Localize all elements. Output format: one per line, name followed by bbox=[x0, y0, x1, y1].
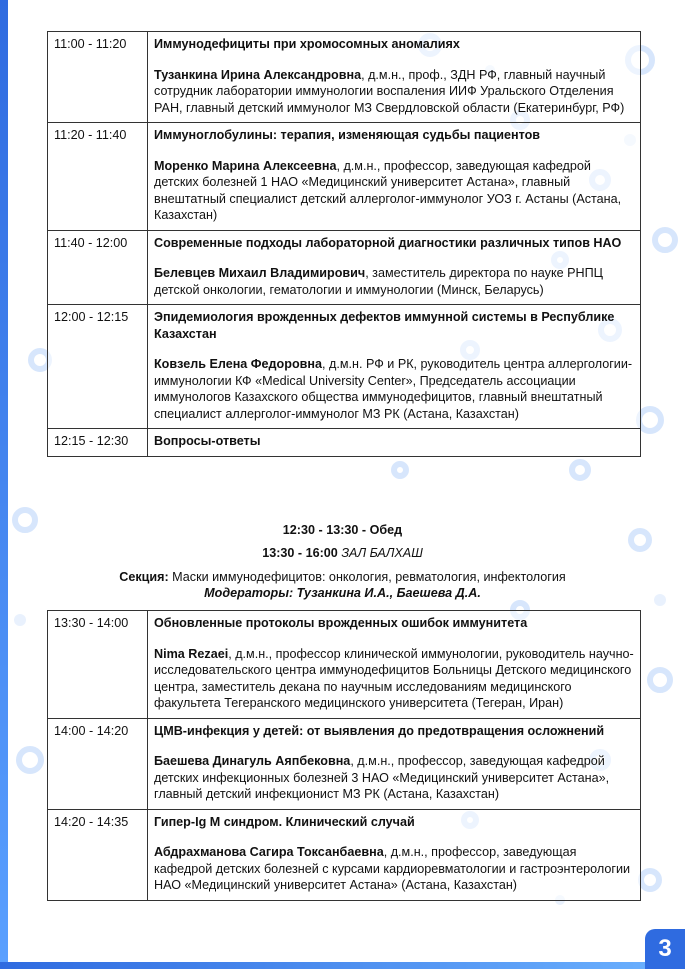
speaker-info bbox=[154, 646, 636, 712]
talk-title: Вопросы-ответы bbox=[154, 434, 261, 448]
table-row bbox=[48, 305, 641, 429]
speaker-name: Nima Rezaei bbox=[154, 646, 229, 661]
talk-title: Обновленные протоколы врожденных ошибок иммунитета bbox=[154, 616, 528, 630]
table-row bbox=[48, 718, 641, 809]
session-hall: ЗАЛ БАЛХАШ bbox=[341, 546, 423, 560]
table-row bbox=[48, 611, 641, 719]
table-row bbox=[48, 32, 641, 123]
schedule-table-morning bbox=[47, 31, 641, 457]
page-number-badge: 3 bbox=[645, 929, 685, 969]
speaker-info bbox=[154, 356, 636, 422]
talk-time: 11:20 - 11:40 bbox=[48, 123, 148, 231]
speaker-name: Тузанкина Ирина Александровна bbox=[154, 67, 362, 82]
left-accent-bar bbox=[0, 0, 8, 969]
talk-cell bbox=[148, 718, 641, 809]
speaker-details: , заместитель директора по науке РНПЦ детской онкологии, гематологии и иммунологии (Минск, Беларусь) bbox=[154, 266, 603, 297]
speaker-info bbox=[154, 67, 636, 117]
speaker-details: , д.м.н., проф., ЗДН РФ, главный научный сотрудник лаборатории иммунологии воспаления ИИФ Уральского Отделения РАН, главный детский иммунолог МЗ Свердловской области (Екатеринбург, РФ) bbox=[154, 67, 625, 115]
talk-time: 12:15 - 12:30 bbox=[48, 429, 148, 457]
talk-title: Гипер-Ig M синдром. Клинический случай bbox=[154, 814, 415, 829]
speaker-details: , д.м.н., профессор клинической иммунологии, руководитель научно-исследовательского центра иммунодефицитов Больницы Детского медицинского центра, заместитель декана по научным исследованиям медицинского факультета Тегеранского медицинского университета (Тегеран, Иран) bbox=[154, 646, 634, 710]
talk-time: 11:40 - 12:00 bbox=[48, 230, 148, 305]
session-heading bbox=[0, 546, 685, 560]
talk-cell bbox=[148, 809, 641, 900]
talk-title: ЦМВ-инфекция у детей: от выявления до предотвращения осложнений bbox=[154, 723, 605, 738]
speaker-name: Белевцев Михаил Владимирович bbox=[154, 266, 366, 280]
speaker-info bbox=[154, 158, 636, 224]
speaker-details: , д.м.н., профессор, заведующая кафедрой детских болезней 1 НАО «Медицинский университет Астана», главный внештатный специалист детский аллерголог-иммунолог УОЗ г. Астаны (Астана, Казахстан) bbox=[154, 158, 622, 222]
talk-title: Эпидемиология врожденных дефектов иммунной системы в Республике Казахстан bbox=[154, 310, 615, 341]
talk-cell bbox=[148, 305, 641, 429]
talk-cell bbox=[148, 230, 641, 305]
talk-title: Иммунодефициты при хромосомных аномалиях bbox=[154, 37, 460, 51]
talk-cell bbox=[148, 429, 641, 457]
bottom-accent-bar bbox=[0, 962, 685, 969]
talk-time: 14:00 - 14:20 bbox=[48, 718, 148, 809]
speaker-name: Абдрахманова Сагира Токсанбаевна bbox=[154, 845, 384, 859]
table-row bbox=[48, 123, 641, 231]
table-row bbox=[48, 230, 641, 305]
speaker-name: Моренко Марина Алексеевна bbox=[154, 158, 337, 173]
talk-cell bbox=[148, 32, 641, 123]
speaker-info bbox=[154, 844, 636, 894]
talk-time: 11:00 - 11:20 bbox=[48, 32, 148, 123]
session-time: 13:30 - 16:00 bbox=[262, 546, 338, 560]
table-row bbox=[48, 809, 641, 900]
talk-cell bbox=[148, 123, 641, 231]
table-row bbox=[48, 429, 641, 457]
lunch-break: 12:30 - 13:30 - Обед bbox=[282, 523, 403, 537]
speaker-details: , д.м.н. РФ и РК, руководитель центра аллергологии-иммунологии КФ «Medical University Center», Председатель ассоциации иммунологов Казахского общества иммунодефицитов, главный внештатный специалист аллерголог-иммунолог МЗ РК (Астана, Казахстан) bbox=[154, 357, 633, 421]
moderators: Модераторы: Тузанкина И.А., Баешева Д.А. bbox=[204, 586, 481, 600]
schedule-table-afternoon bbox=[47, 610, 641, 901]
speaker-name: Баешева Динагуль Аяпбековна bbox=[154, 754, 351, 768]
speaker-info bbox=[154, 265, 636, 298]
talk-time: 14:20 - 14:35 bbox=[48, 809, 148, 900]
section-label: Секция: bbox=[119, 570, 169, 584]
talk-title: Иммуноглобулины: терапия, изменяющая судьбы пациентов bbox=[154, 128, 541, 142]
section-title: Маски иммунодефицитов: онкология, ревматология, инфектология bbox=[172, 570, 566, 584]
speaker-details: , д.м.н., профессор, заведующая кафедрой детских болезней с курсами кардиоревматологии и гастроэнтерологии НАО «Медицинский университет Астана» (Астана, Казахстан) bbox=[154, 845, 631, 892]
talk-time: 13:30 - 14:00 bbox=[48, 611, 148, 719]
talk-cell bbox=[148, 611, 641, 719]
speaker-name: Ковзель Елена Федоровна bbox=[154, 357, 322, 371]
talk-time: 12:00 - 12:15 bbox=[48, 305, 148, 429]
speaker-details: , д.м.н., профессор, заведующая кафедрой детских инфекционных болезней 3 НАО «Медицинский университет Астана», главный детский инфекционист МЗ РК (Астана, Казахстан) bbox=[154, 754, 610, 801]
speaker-info bbox=[154, 753, 636, 803]
section-heading bbox=[0, 570, 685, 584]
talk-title: Современные подходы лабораторной диагностики различных типов НАО bbox=[154, 235, 622, 250]
